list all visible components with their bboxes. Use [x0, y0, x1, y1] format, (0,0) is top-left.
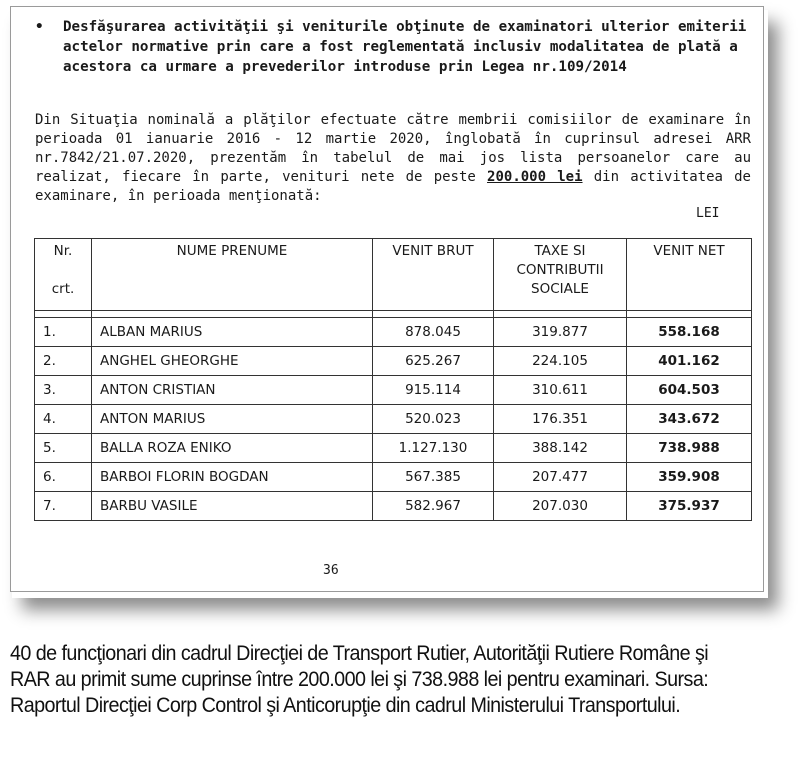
cell-taxe: 224.105 — [494, 347, 627, 376]
cell-nr: 7. — [35, 492, 92, 521]
table-spacer-row — [35, 311, 752, 318]
cell-venit-net: 359.908 — [627, 463, 752, 492]
cell-venit-net: 375.937 — [627, 492, 752, 521]
cell-venit-brut: 625.267 — [373, 347, 494, 376]
cell-name: ANGHEL GHEORGHE — [92, 347, 373, 376]
cell-venit-net: 558.168 — [627, 318, 752, 347]
table-row — [35, 376, 752, 405]
cell-nr: 2. — [35, 347, 92, 376]
page-number: 36 — [323, 563, 339, 578]
table-row — [35, 434, 752, 463]
intro-paragraph — [35, 111, 751, 206]
table-row — [35, 405, 752, 434]
cell-nr: 6. — [35, 463, 92, 492]
cell-taxe: 319.877 — [494, 318, 627, 347]
cell-taxe: 176.351 — [494, 405, 627, 434]
currency-label: LEI — [696, 206, 720, 221]
cell-nr: 3. — [35, 376, 92, 405]
bullet-section-heading — [35, 17, 753, 77]
table-row — [35, 492, 752, 521]
table-header-row — [35, 239, 752, 311]
cell-venit-net: 343.672 — [627, 405, 752, 434]
intro-text-before: Din Situaţia nominală a plăţilor efectuate către membrii comisiilor de examinare în perioada 01 ianuarie 2016 - 12 martie 2020, înglobată în cuprinsul adresei ARR nr.7842/21.07.2020, prezentăm în tabelul de mai jos lista persoanelor care au realizat, fiecare în parte, venituri nete de peste — [35, 112, 751, 185]
cell-nr: 5. — [35, 434, 92, 463]
cell-venit-brut: 1.127.130 — [373, 434, 494, 463]
cell-venit-brut: 520.023 — [373, 405, 494, 434]
payments-table — [34, 238, 752, 521]
header-taxe: TAXE SI CONTRIBUTII SOCIALE — [494, 239, 627, 311]
bullet-icon: • — [35, 19, 44, 35]
cell-venit-brut: 878.045 — [373, 318, 494, 347]
header-name: NUME PRENUME — [92, 239, 373, 311]
cell-venit-brut: 567.385 — [373, 463, 494, 492]
cell-venit-net: 401.162 — [627, 347, 752, 376]
cell-venit-brut: 915.114 — [373, 376, 494, 405]
header-venit-brut: VENIT BRUT — [373, 239, 494, 311]
bullet-heading-text: Desfăşurarea activităţii şi veniturile obţinute de examinatori ulterior emiterii actelor normative prin care a fost reglementată inclusiv modalitatea de plată a acestora ca urmare a prevederilor introduse prin Legea nr.109/2014 — [63, 19, 747, 75]
cell-venit-brut: 582.967 — [373, 492, 494, 521]
image-caption: 40 de funcţionari din cadrul Direcţiei de Transport Rutier, Autorităţii Rutiere Române şi RAR au primit sume cuprinse între 200.000 lei şi 738.988 lei pentru examinari. Sursa: Raportul Direcţiei Corp Control şi Anticorupţie din cadrul Ministerului Transportului. — [10, 642, 709, 717]
cell-name: ANTON MARIUS — [92, 405, 373, 434]
cell-taxe: 388.142 — [494, 434, 627, 463]
cell-name: BARBU VASILE — [92, 492, 373, 521]
cell-nr: 4. — [35, 405, 92, 434]
cell-name: BALLA ROZA ENIKO — [92, 434, 373, 463]
cell-venit-net: 738.988 — [627, 434, 752, 463]
cell-taxe: 310.611 — [494, 376, 627, 405]
intro-amount: 200.000 lei — [487, 169, 583, 185]
cell-name: ANTON CRISTIAN — [92, 376, 373, 405]
table-row — [35, 347, 752, 376]
cell-name: ALBAN MARIUS — [92, 318, 373, 347]
table-row — [35, 463, 752, 492]
header-nr: Nr. crt. — [35, 239, 92, 311]
cell-name: BARBOI FLORIN BOGDAN — [92, 463, 373, 492]
table-row — [35, 318, 752, 347]
cell-nr: 1. — [35, 318, 92, 347]
header-venit-net: VENIT NET — [627, 239, 752, 311]
intro-text-after: din activitatea de examinare, în perioada menţionată: — [35, 169, 751, 204]
cell-taxe: 207.030 — [494, 492, 627, 521]
cell-taxe: 207.477 — [494, 463, 627, 492]
scanned-document-page — [10, 6, 764, 592]
cell-venit-net: 604.503 — [627, 376, 752, 405]
